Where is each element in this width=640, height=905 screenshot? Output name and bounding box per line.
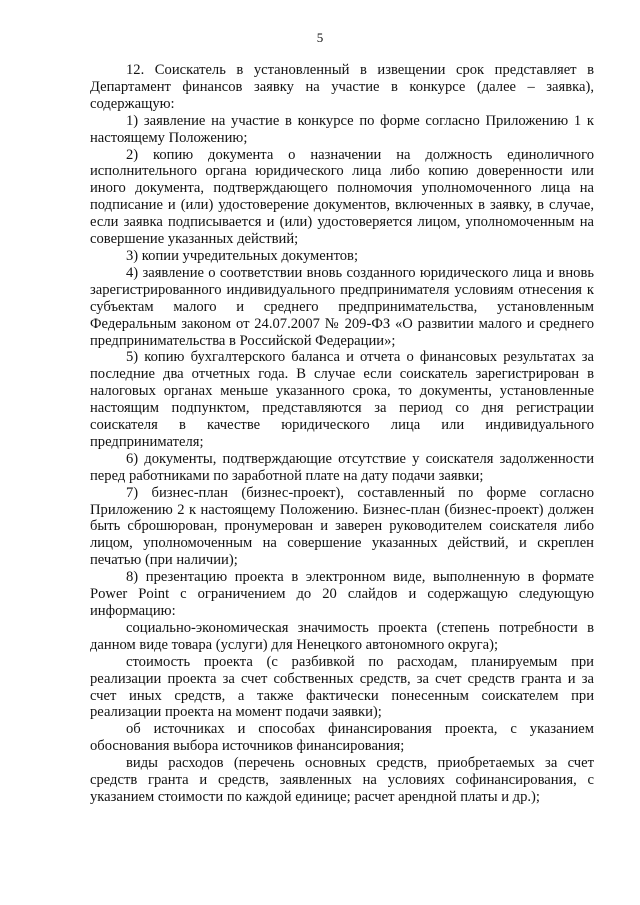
list-item-5-balance-sheet: 5) копию бухгалтерского баланса и отчета о финансовых результатах за последние два отчетных года. В случае если соискатель зарегистрирован в налоговых органах меньше указанного срока, то документы, установленные настоящим подпунктом, представляются за период со дня регистрации соискателя в качестве юридического лица или индивидуального предпринимателя;	[90, 349, 594, 450]
list-item-6-no-wage-debt: 6) документы, подтверждающие отсутствие у соискателя задолженности перед работниками по заработной плате на дату подачи заявки;	[90, 450, 594, 484]
list-item-7-business-plan: 7) бизнес-план (бизнес-проект), составленный по форме согласно Приложению 2 к настоящему Положению. Бизнес-план (бизнес-проект) должен быть сброшюрован, пронумерован и заверен руководителем соискателя либо лицом, уполномоченным на совершение указанных действий, и скреплен печатью (при наличии);	[90, 484, 594, 569]
sub-item-expense-types: виды расходов (перечень основных средств, приобретаемых за счет средств гранта и средств, заявленных на условиях софинансирования, с указанием стоимости по каждой единице; расчет арендной платы и др.);	[90, 755, 594, 805]
list-item-1-application: 1) заявление на участие в конкурсе по форме согласно Приложению 1 к настоящему Положению;	[90, 112, 594, 146]
list-item-8-presentation: 8) презентацию проекта в электронном виде, выполненную в формате Power Point с ограничением до 20 слайдов и содержащую следующую информацию:	[90, 569, 594, 619]
list-item-3-founding-documents: 3) копии учредительных документов;	[126, 247, 358, 264]
document-body	[90, 62, 594, 806]
sub-item-social-significance: социально-экономическая значимость проекта (степень потребности в данном виде товара (услуги) для Ненецкого автономного округа);	[90, 619, 594, 653]
sub-item-project-cost: стоимость проекта (с разбивкой по расходам, планируемым при реализации проекта за счет собственных средств, за счет средств гранта и за счет иных средств, а также фактически понесенным соискателем при реализации проекта на момент подачи заявки);	[90, 653, 594, 721]
page-number: 5	[316, 30, 324, 45]
paragraph-12-intro: 12. Соискатель в установленный в извещении срок представляет в Департамент финансов заявку на участие в конкурсе (далее – заявка), содержащую:	[90, 62, 594, 112]
sub-item-funding-sources: об источниках и способах финансирования проекта, с указанием обоснования выбора источников финансирования;	[90, 721, 594, 755]
list-item-2-appointment-copy: 2) копию документа о назначении на должность единоличного исполнительного органа юридического лица либо копию доверенности или иного документа, подтверждающего полномочия уполномоченного лица на подписание и (или) удостоверение документов, включенных в заявку, в случае, если заявка подписывается и (или) удостоверяется лицом, уполномоченным на совершение указанных действий;	[90, 146, 594, 248]
list-item-4-sme-statement: 4) заявление о соответствии вновь созданного юридического лица и вновь зарегистрированного индивидуального предпринимателя условиям отнесения к субъектам малого и среднего предпринимательства, установленным Федеральным законом от 24.07.2007 № 209-ФЗ «О развитии малого и среднего предпринимательства в Российской Федерации»;	[90, 264, 594, 349]
